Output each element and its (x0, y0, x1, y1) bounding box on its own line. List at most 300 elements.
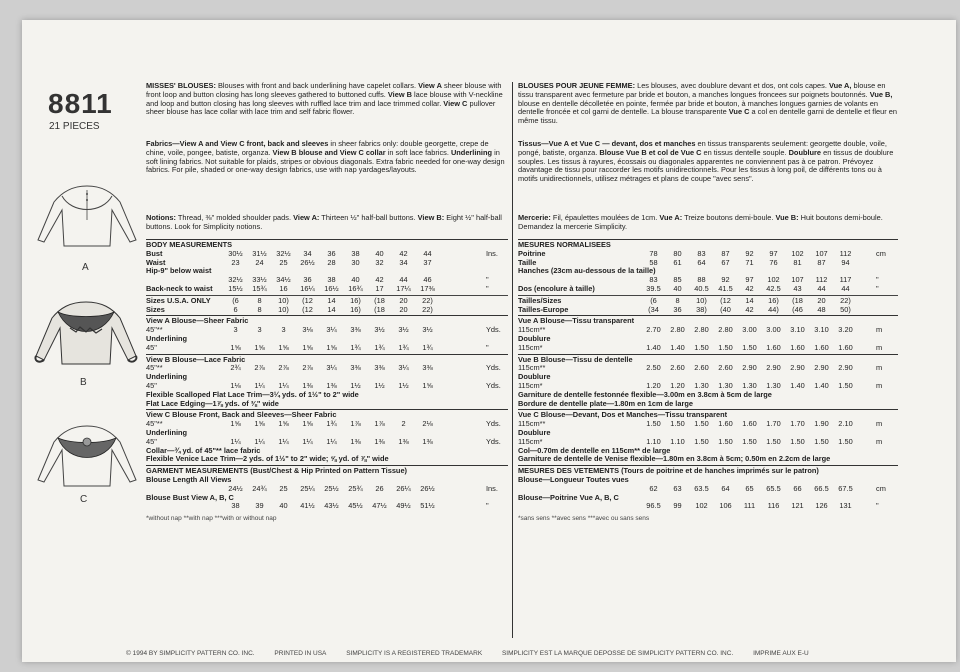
row-value: 1.60 (766, 342, 781, 352)
en-body-measurements-title: BODY MEASUREMENTS (146, 240, 233, 249)
fr-desc-text: Les blouses, avec doublure devant et dos, ont cols capes. (635, 82, 829, 90)
measurement-row (518, 326, 898, 335)
footer (126, 650, 827, 657)
row-value: 1.50 (694, 419, 709, 429)
view-a-illustration (32, 180, 142, 252)
row-value: 10) (278, 304, 289, 314)
row-value: 23 (231, 257, 240, 267)
row-unit: m (876, 380, 883, 390)
row-value: 2.90 (814, 363, 829, 373)
row-unit: m (876, 363, 883, 373)
row-value: 1⅜ (326, 380, 337, 390)
row-value: 15½ (228, 283, 243, 293)
row-value: 1⅝ (326, 342, 337, 352)
row-value: 40 (351, 275, 360, 285)
row-value: 3.10 (814, 325, 829, 335)
row-value: 37 (423, 257, 432, 267)
row-value: 44 (817, 283, 826, 293)
measurement-row (146, 455, 508, 464)
row-value: 112 (815, 275, 828, 285)
row-value: 1⅜ (398, 436, 409, 446)
row-label: 45"** (146, 325, 163, 335)
row-value: 78 (649, 248, 658, 258)
row-value: 3⅛ (302, 325, 313, 335)
row-value: 2.70 (646, 325, 661, 335)
row-value: 41.5 (718, 283, 733, 293)
fr-notions-view-b: Vue B: (775, 213, 799, 222)
row-value: 85 (673, 275, 682, 285)
row-value: 1.50 (838, 380, 853, 390)
row-value: 40 (673, 283, 682, 293)
row-value: 3¼ (326, 363, 337, 373)
row-label: Blouse Length All Views (146, 474, 232, 484)
row-value: 96.5 (646, 501, 661, 511)
row-value: 42 (745, 304, 754, 314)
row-value: 1¾ (350, 342, 361, 352)
row-value: 14 (327, 304, 336, 314)
row-label: View B Blouse—Lace Fabric (146, 354, 246, 364)
row-label: Flexible Scalloped Flat Lace Trim—3¼ yds. of 1½" to 2" wide (146, 389, 359, 399)
footer-copyright: © 1994 BY SIMPLICITY PATTERN CO. INC. (126, 650, 255, 657)
row-value: 40.5 (694, 283, 709, 293)
row-value: 16) (768, 295, 779, 305)
fr-notions-text: Fil, épaulettes moulées de 1cm. (550, 213, 660, 222)
row-value: 1¼ (254, 436, 265, 446)
row-value: 32½ (228, 275, 243, 285)
en-desc-text: Blouses with front and back underlining have capelet collars. (215, 82, 419, 90)
row-value: 24½ (228, 483, 243, 493)
row-label: Garniture de dentelle de Venise flexible—1.80m en 3.8cm à 5cm; 0.50m en 2.2cm de large (518, 454, 831, 464)
en-fabrics-text: in soft lining fabrics. Not suitable for plaids, stripes or obvious diagonals. Extra fabric needed for one-way design fabrics. For pile, shaded or one-way design fabrics, use with nap yardages/layouts. (146, 147, 505, 175)
row-value: 1.30 (742, 380, 757, 390)
fr-desc-view-a: Vue A, (828, 82, 852, 90)
row-value: 1.50 (766, 436, 781, 446)
row-value: 32 (375, 257, 384, 267)
row-value: 63 (673, 483, 682, 493)
row-value: 34 (303, 248, 312, 258)
en-description (146, 82, 508, 140)
row-unit: " (486, 501, 489, 511)
fr-notions-heading: Mercerie: (518, 213, 551, 222)
view-b-label: B (80, 377, 87, 388)
pattern-number: 8811 (48, 88, 113, 119)
row-unit: Ins. (486, 248, 498, 258)
en-desc-text: pullover sheer blouse has lace collar with lace trim and self fabric flower. (146, 98, 496, 117)
row-value: 1.60 (742, 419, 757, 429)
row-value: 46 (423, 275, 432, 285)
row-value: 1½ (374, 380, 385, 390)
english-column (146, 82, 508, 642)
row-value: 25 (279, 257, 288, 267)
en-notions-heading: Notions: (146, 213, 176, 222)
row-value: 33½ (252, 275, 267, 285)
row-value: 1¼ (278, 380, 289, 390)
row-value: 49½ (396, 501, 411, 511)
row-value: 2.90 (838, 363, 853, 373)
row-value: 1.50 (838, 436, 853, 446)
column-divider (512, 82, 513, 638)
row-unit: " (486, 275, 489, 285)
row-value: 41½ (300, 501, 315, 511)
row-label: View C Blouse Front, Back and Sleeves—Sheer Fabric (146, 410, 337, 420)
row-value: 38 (351, 248, 360, 258)
row-value: 2⅛ (422, 419, 433, 429)
row-value: 1½ (398, 380, 409, 390)
en-notions-text: Thirteen ½" half-ball buttons. (319, 213, 418, 222)
fr-fabrics-text: en tissus dentelle souple. (701, 147, 789, 157)
row-value: 3⅜ (350, 363, 361, 373)
row-value: 1.20 (646, 380, 661, 390)
row-value: 102 (791, 248, 804, 258)
measurement-row (146, 502, 508, 511)
measurement-row (146, 326, 508, 335)
row-value: 1.50 (718, 342, 733, 352)
row-value: 25½ (324, 483, 339, 493)
footer-printed-fr: IMPRIME AUX E-U (753, 650, 809, 657)
en-desc-view-b: View B (387, 89, 412, 99)
row-label: Blouse—Poitrine Vue A, B, C (518, 492, 619, 502)
row-unit: " (876, 501, 879, 511)
row-value: 1½ (350, 380, 361, 390)
row-value: 2.10 (838, 419, 853, 429)
row-value: 14 (327, 295, 336, 305)
row-value: 6 (233, 304, 238, 314)
row-label: Sizes U.S.A. ONLY (146, 295, 211, 305)
row-value: 1⅛ (230, 380, 241, 390)
row-label: Flexible Venice Lace Trim—2 yds. of 1½" to 2" wide; ⅝ yd. of ⅞" wide (146, 454, 389, 464)
row-label: Col—0.70m de dentelle en 115cm** de large (518, 445, 671, 455)
row-value: 1⅝ (302, 419, 313, 429)
row-label: Blouse Bust View A, B, C (146, 492, 234, 502)
fr-fabrics-doublure: Doublure (788, 147, 822, 157)
row-label: MESURES DES VETEMENTS (Tours de poitrine et de hanches imprimés sur le patron) (518, 466, 819, 476)
measurement-row (146, 420, 508, 429)
footer-trademark-fr: SIMPLICITY EST LA MARQUE DEPOSSE DE SIMPLICITY PATTERN CO. INC. (501, 650, 734, 657)
fr-desc-view-c: Vue C (728, 107, 750, 117)
row-value: 1.40 (670, 342, 685, 352)
row-value: 3⅜ (374, 363, 385, 373)
row-value: 30 (351, 257, 360, 267)
row-value: 30½ (228, 248, 243, 258)
row-unit: cm (876, 248, 886, 258)
row-label: 45"** (146, 363, 163, 373)
row-value: 3 (281, 325, 286, 335)
row-value: (12 (720, 295, 731, 305)
row-value: 1¼ (278, 436, 289, 446)
row-value: 22) (422, 304, 433, 314)
row-value: 1.50 (694, 342, 709, 352)
row-value: 1.20 (670, 380, 685, 390)
row-value: 31½ (252, 248, 267, 258)
en-notions-text: Eight ½" half-ball buttons. Look for Simplicity notions. (146, 213, 502, 231)
row-value: 42 (375, 275, 384, 285)
row-label: Blouse—Longueur Toutes vues (518, 474, 629, 484)
row-value: 1.60 (718, 419, 733, 429)
measurement-row (518, 306, 898, 315)
row-value: 65 (745, 483, 754, 493)
row-value: 48 (817, 304, 826, 314)
en-desc-text: lace blouse with V-neckline and loop and button closing has long sleeves with ruffled lace trim and lace trimmed collar. (146, 89, 503, 108)
row-value: 44 (841, 283, 850, 293)
fr-desc-text: blouse en tissu transparent avec fermeture par bride et bouton, a manches longues froncees sur poignets boutonnés. (518, 82, 886, 99)
fr-desc-heading: BLOUSES POUR JEUNE FEMME: (518, 82, 636, 90)
row-value: 66.5 (814, 483, 829, 493)
row-value: 1⅞ (374, 419, 385, 429)
row-value: 1.10 (670, 436, 685, 446)
row-unit: m (876, 325, 883, 335)
row-label: 115cm* (518, 342, 543, 352)
row-value: 3 (257, 325, 262, 335)
row-value: 26½ (300, 257, 315, 267)
fr-desc-text: blouse en dentelle décolletée en pointe, fermée par bride et bouton, à manches longues garnies de volants en dentelle froncée et col garni de dentelle. La blouse transparente (518, 98, 878, 117)
row-value: 1⅞ (350, 419, 361, 429)
row-value: 2.80 (718, 325, 733, 335)
row-value: 25 (279, 483, 288, 493)
row-value: 83 (649, 275, 658, 285)
row-value: 1⅜ (422, 436, 433, 446)
row-value: 1¼ (230, 436, 241, 446)
row-value: 16½ (324, 283, 339, 293)
en-measurement-table (146, 250, 508, 511)
fr-body-measurements-title: MESURES NORMALISEES (518, 240, 611, 249)
fr-fabrics-text: en tissus transparents seulement: georgette double, voile, pongé, batiste, organza. (518, 139, 887, 157)
row-value: 94 (841, 257, 850, 267)
row-value: 63.5 (694, 483, 709, 493)
view-b-illustration (30, 298, 142, 370)
row-label: Underlining (146, 333, 188, 343)
row-value: 117 (839, 275, 852, 285)
row-value: 97 (745, 275, 754, 285)
row-value: 2.60 (718, 363, 733, 373)
row-label: Bust (146, 248, 163, 258)
row-value: 38) (696, 304, 707, 314)
en-notions-view-b: View B: (417, 213, 445, 222)
row-value: 22) (840, 295, 851, 305)
row-value: 1.30 (694, 380, 709, 390)
row-value: 106 (719, 501, 732, 511)
row-value: 3⅜ (422, 363, 433, 373)
row-unit: " (486, 283, 489, 293)
row-value: 3¼ (398, 363, 409, 373)
row-value: 87 (817, 257, 826, 267)
row-value: 67 (721, 257, 730, 267)
row-value: 1.50 (814, 436, 829, 446)
row-value: 76 (769, 257, 778, 267)
row-value: 1¾ (326, 419, 337, 429)
en-desc-text: sheer blouse with front loop and button closing has long sleeves gathered to buttoned cuffs. (146, 82, 502, 99)
row-value: 107 (791, 275, 804, 285)
row-value: 65.5 (766, 483, 781, 493)
row-value: 1¾ (422, 342, 433, 352)
footer-printed: PRINTED IN USA (274, 650, 327, 657)
row-label: Doublure (518, 372, 551, 382)
row-label: 115cm** (518, 325, 546, 335)
row-value: 40 (375, 248, 384, 258)
row-value: 1.40 (814, 380, 829, 390)
row-value: 25¾ (348, 483, 363, 493)
row-value: 126 (815, 501, 828, 511)
row-value: 3.00 (766, 325, 781, 335)
row-value: 111 (743, 501, 756, 511)
en-fabrics-heading: Fabrics—View A and View C front, back and sleeves (146, 139, 329, 148)
row-value: 1¾ (374, 342, 385, 352)
row-label: 115cm* (518, 380, 543, 390)
row-label: Tailles-Europe (518, 304, 569, 314)
row-value: (12 (302, 304, 313, 314)
row-value: 39.5 (646, 283, 661, 293)
row-label: Sizes (146, 304, 165, 314)
row-value: 3½ (422, 325, 433, 335)
row-value: 3.10 (790, 325, 805, 335)
row-value: 1⅝ (230, 342, 241, 352)
fr-description (518, 82, 898, 140)
row-value: 17 (375, 283, 384, 293)
row-unit: Ins. (486, 483, 498, 493)
row-value: 42 (399, 248, 408, 258)
row-unit: Yds. (486, 363, 501, 373)
row-value: 1.60 (814, 342, 829, 352)
row-label: 115cm** (518, 363, 546, 373)
row-label: Vue A Blouse—Tissu transparent (518, 316, 635, 326)
fr-notions-text: Treize boutons demi-boule. (682, 213, 776, 222)
row-unit: m (876, 436, 883, 446)
fr-desc-text: a col en dentelle garni de dentelle et fleur en même tissu. (518, 107, 897, 126)
view-c-illustration (32, 420, 142, 492)
row-value: 1.90 (814, 419, 829, 429)
row-value: 10) (278, 295, 289, 305)
row-value: 99 (673, 501, 682, 511)
row-value: 58 (649, 257, 658, 267)
row-value: 116 (767, 501, 780, 511)
row-value: 1.50 (694, 436, 709, 446)
row-value: 1.50 (742, 342, 757, 352)
measurement-row (146, 285, 508, 294)
row-value: 34 (399, 257, 408, 267)
en-notions (146, 214, 508, 238)
en-notions-text: Thread, ⅜" molded shoulder pads. (175, 213, 294, 222)
row-value: 1.10 (646, 436, 661, 446)
measurement-row (146, 364, 508, 373)
row-label: Dos (encolure à taille) (518, 283, 595, 293)
row-value: 121 (791, 501, 804, 511)
row-value: 40 (279, 501, 288, 511)
row-value: 71 (745, 257, 754, 267)
row-value: 112 (839, 248, 852, 258)
row-value: 3½ (374, 325, 385, 335)
measurement-row (518, 502, 898, 511)
row-value: 36 (303, 275, 312, 285)
row-value: (46 (792, 304, 803, 314)
row-value: 1⅜ (302, 380, 313, 390)
row-unit: Yds. (486, 325, 501, 335)
row-value: 2.90 (742, 363, 757, 373)
row-value: 1.50 (790, 436, 805, 446)
row-value: 1.40 (790, 380, 805, 390)
row-label: 115cm** (518, 419, 546, 429)
row-value: 2.80 (670, 325, 685, 335)
row-value: (12 (302, 295, 313, 305)
row-label: 45" (146, 380, 157, 390)
row-value: 1.60 (790, 342, 805, 352)
row-value: 28 (327, 257, 336, 267)
en-desc-view-c: View C (443, 98, 468, 108)
row-value: 16) (350, 304, 361, 314)
row-value: 3⅜ (350, 325, 361, 335)
measurement-row (518, 344, 898, 353)
row-value: 50) (840, 304, 851, 314)
en-desc-view-a: View A (418, 82, 442, 90)
row-label: Poitrine (518, 248, 546, 258)
row-unit: m (876, 419, 883, 429)
row-value: 2.50 (646, 363, 661, 373)
fr-notions-view-a: Vue A: (659, 213, 683, 222)
row-value: 92 (721, 275, 730, 285)
row-value: 32½ (276, 248, 291, 258)
row-value: 2 (401, 419, 406, 429)
row-unit: Yds. (486, 380, 501, 390)
row-value: 1¼ (302, 436, 313, 446)
row-value: 92 (745, 248, 754, 258)
row-value: 38 (231, 501, 240, 511)
row-value: 42.5 (766, 283, 781, 293)
row-unit: " (486, 342, 489, 352)
row-value: 1⅝ (278, 419, 289, 429)
row-value: 34½ (276, 275, 291, 285)
row-value: (34 (648, 304, 659, 314)
row-value: 1.50 (742, 436, 757, 446)
row-value: (18 (374, 295, 385, 305)
measurement-row (518, 285, 898, 294)
measurement-row (146, 344, 508, 353)
row-value: 22) (422, 295, 433, 305)
row-value: 39 (255, 501, 264, 511)
row-value: 1.50 (718, 436, 733, 446)
row-value: 36 (673, 304, 682, 314)
french-column (518, 82, 898, 642)
row-label: Underlining (146, 372, 188, 382)
row-value: 2.90 (766, 363, 781, 373)
en-fabrics-text: in soft lace fabrics. (385, 147, 451, 157)
row-value: 3 (233, 325, 238, 335)
row-value: 2⅞ (302, 363, 313, 373)
row-value: (18 (374, 304, 385, 314)
row-value: (6 (650, 295, 657, 305)
row-label: Doublure (518, 333, 551, 343)
pieces-count: 21 PIECES (49, 121, 100, 132)
measurement-row (146, 400, 508, 409)
row-value: 15¾ (252, 283, 267, 293)
row-value: 67.5 (838, 483, 853, 493)
row-value: 16) (350, 295, 361, 305)
row-value: 45½ (348, 501, 363, 511)
row-value: (18 (792, 295, 803, 305)
row-value: 131 (839, 501, 852, 511)
row-value: 1.70 (790, 419, 805, 429)
row-value: 83 (697, 248, 706, 258)
row-value: 1⅝ (302, 342, 313, 352)
row-value: 1⅝ (278, 342, 289, 352)
row-value: 25¼ (300, 483, 315, 493)
row-value: 1⅜ (374, 436, 385, 446)
row-label: Tailles/Sizes (518, 295, 562, 305)
row-unit: Yds. (486, 436, 501, 446)
en-notions-view-a: View A: (293, 213, 320, 222)
row-value: 38 (327, 275, 336, 285)
row-label: 115cm* (518, 436, 543, 446)
row-value: 1.40 (646, 342, 661, 352)
row-label: Underlining (146, 427, 188, 437)
row-value: 2⅞ (254, 363, 265, 373)
